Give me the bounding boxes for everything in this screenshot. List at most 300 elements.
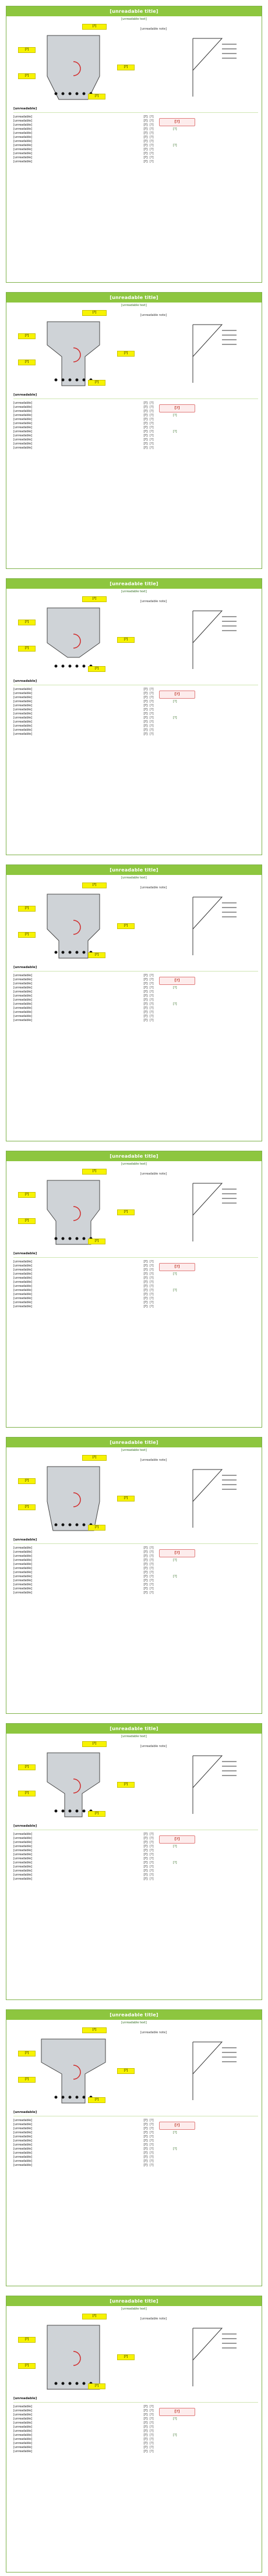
input-cell[interactable]: [?] bbox=[82, 2314, 107, 2319]
cross-section-diagram bbox=[18, 596, 251, 675]
calc-label: [unreadable] bbox=[13, 1869, 33, 1873]
input-cell[interactable]: [?] bbox=[117, 351, 135, 357]
calc-row bbox=[13, 1856, 258, 1860]
calc-label: [unreadable] bbox=[13, 421, 33, 425]
calc-label: [unreadable] bbox=[13, 2449, 33, 2453]
stress-diagram bbox=[181, 1753, 251, 1817]
calc-row bbox=[13, 2163, 258, 2167]
calc-unit: [?] bbox=[150, 2147, 154, 2151]
stress-lines bbox=[181, 1467, 251, 1531]
calc-row bbox=[13, 1300, 258, 1304]
calc-label: [unreadable] bbox=[13, 1550, 33, 1554]
status-button[interactable]: [?] bbox=[159, 118, 195, 126]
rebar-dot bbox=[83, 1524, 86, 1527]
cross-section-diagram bbox=[18, 1169, 251, 1247]
calc-value: [?] bbox=[143, 2425, 147, 2429]
calc-row bbox=[13, 724, 258, 728]
section-outline bbox=[47, 894, 100, 958]
calc-value: [?] bbox=[143, 2143, 147, 2147]
calc-unit: [?] bbox=[150, 2118, 154, 2122]
calc-value: [?] bbox=[143, 711, 147, 716]
calc-row bbox=[13, 421, 258, 425]
rebar-dot bbox=[83, 1810, 86, 1813]
status-button[interactable]: [?] bbox=[159, 404, 195, 412]
calc-row bbox=[13, 2155, 258, 2159]
calc-value: [?] bbox=[143, 1550, 147, 1554]
calc-value: [?] bbox=[143, 2163, 147, 2167]
rebar-dot bbox=[76, 2382, 79, 2385]
input-cell[interactable]: [?] bbox=[82, 883, 107, 888]
calc-comment: [?] bbox=[173, 1272, 177, 1276]
calc-value: [?] bbox=[143, 1840, 147, 1844]
calc-row bbox=[13, 2122, 258, 2126]
calc-value: [?] bbox=[143, 998, 147, 1002]
calc-comment: [?] bbox=[173, 1844, 177, 1848]
sheet-note: [unreadable note] bbox=[140, 2317, 167, 2321]
input-cell[interactable]: [?] bbox=[88, 1525, 105, 1531]
sheet-header: [unreadable title] bbox=[6, 1724, 262, 1734]
rebar-dot bbox=[76, 665, 79, 668]
calc-row bbox=[13, 981, 258, 985]
cross-section-diagram bbox=[18, 2027, 251, 2106]
input-cell[interactable]: [?] bbox=[18, 646, 36, 652]
calc-unit: [?] bbox=[150, 135, 154, 139]
calc-unit: [?] bbox=[150, 994, 154, 998]
calc-unit: [?] bbox=[150, 703, 154, 707]
status-button[interactable]: [?] bbox=[159, 1549, 195, 1557]
rebar-dot bbox=[76, 2096, 79, 2099]
calc-row bbox=[13, 728, 258, 732]
calc-unit: [?] bbox=[150, 155, 154, 159]
calc-row bbox=[13, 1578, 258, 1582]
calc-row bbox=[13, 1836, 258, 1840]
calc-label: [unreadable] bbox=[13, 401, 33, 405]
stress-profile bbox=[193, 1183, 222, 1241]
rebar-dot bbox=[76, 92, 79, 95]
input-cell[interactable]: [?] bbox=[18, 47, 36, 53]
calc-label: [unreadable] bbox=[13, 139, 33, 143]
calc-row bbox=[13, 1869, 258, 1873]
rebar-dot bbox=[69, 951, 72, 954]
calc-value: [?] bbox=[143, 413, 147, 417]
rebar-dot bbox=[55, 1237, 58, 1240]
input-cell[interactable]: [?] bbox=[117, 1209, 135, 1215]
calc-label: [unreadable] bbox=[13, 998, 33, 1002]
calc-comment: [?] bbox=[173, 143, 177, 147]
stress-profile bbox=[193, 897, 222, 955]
input-cell[interactable]: [?] bbox=[18, 360, 36, 365]
calc-unit: [?] bbox=[150, 1554, 154, 1558]
calc-comment: [?] bbox=[173, 2433, 177, 2437]
calc-row bbox=[13, 1848, 258, 1852]
calc-row bbox=[13, 2425, 258, 2429]
calc-unit: [?] bbox=[150, 985, 154, 990]
calc-value: [?] bbox=[143, 2408, 147, 2413]
stress-lines bbox=[181, 608, 251, 672]
input-cell[interactable]: [?] bbox=[88, 1239, 105, 1244]
input-cell[interactable]: [?] bbox=[88, 2383, 105, 2389]
calc-unit: [?] bbox=[150, 421, 154, 425]
calc-value: [?] bbox=[143, 1578, 147, 1582]
sheet-header: [unreadable title] bbox=[6, 2010, 262, 2020]
calc-value: [?] bbox=[143, 1006, 147, 1010]
input-cell[interactable]: [?] bbox=[88, 666, 105, 672]
input-cell[interactable]: [?] bbox=[18, 1504, 36, 1510]
calc-unit: [?] bbox=[150, 1578, 154, 1582]
input-cell[interactable]: [?] bbox=[82, 310, 107, 316]
calc-row bbox=[13, 691, 258, 695]
calc-row bbox=[13, 131, 258, 135]
calc-row bbox=[13, 119, 258, 123]
calc-value: [?] bbox=[143, 1296, 147, 1300]
calc-row bbox=[13, 707, 258, 711]
input-cell[interactable]: [?] bbox=[18, 73, 36, 79]
calc-value: [?] bbox=[143, 442, 147, 446]
calc-label: [unreadable] bbox=[13, 409, 33, 413]
calc-value: [?] bbox=[143, 994, 147, 998]
calc-value: [?] bbox=[143, 1856, 147, 1860]
calc-label: [unreadable] bbox=[13, 1877, 33, 1881]
calc-comment: [?] bbox=[173, 1574, 177, 1578]
calc-label: [unreadable] bbox=[13, 973, 33, 977]
calc-value: [?] bbox=[143, 2118, 147, 2122]
calc-row bbox=[13, 1018, 258, 1022]
calc-label: [unreadable] bbox=[13, 143, 33, 147]
calc-unit: [?] bbox=[150, 139, 154, 143]
calc-row bbox=[13, 2449, 258, 2453]
input-cell[interactable]: [?] bbox=[117, 1496, 135, 1502]
calc-unit: [?] bbox=[150, 2404, 154, 2408]
calc-unit: [?] bbox=[150, 1272, 154, 1276]
calc-unit: [?] bbox=[150, 437, 154, 442]
input-cell[interactable]: [?] bbox=[117, 2354, 135, 2360]
input-cell[interactable]: [?] bbox=[18, 1791, 36, 1796]
calc-comment: [?] bbox=[173, 1558, 177, 1562]
input-cell[interactable]: [?] bbox=[88, 2097, 105, 2103]
calc-value: [?] bbox=[143, 119, 147, 123]
calc-row bbox=[13, 998, 258, 1002]
calc-label: [unreadable] bbox=[13, 1300, 33, 1304]
rebar-dot bbox=[76, 951, 79, 954]
calc-value: [?] bbox=[143, 127, 147, 131]
calc-row bbox=[13, 446, 258, 450]
calc-label: [unreadable] bbox=[13, 2417, 33, 2421]
status-button[interactable]: [?] bbox=[159, 2408, 195, 2416]
section-outline bbox=[47, 1753, 100, 1817]
calc-label: [unreadable] bbox=[13, 123, 33, 127]
stress-profile bbox=[193, 325, 222, 383]
calculation-block bbox=[13, 2395, 258, 2570]
cross-section-diagram bbox=[18, 310, 251, 389]
calc-value: [?] bbox=[143, 2126, 147, 2130]
calc-label: [unreadable] bbox=[13, 2433, 33, 2437]
calc-value: [?] bbox=[143, 699, 147, 703]
calc-value: [?] bbox=[143, 977, 147, 981]
calc-label: [unreadable] bbox=[13, 1276, 33, 1280]
section-outline bbox=[47, 2325, 100, 2389]
cross-section-diagram bbox=[18, 24, 251, 102]
rebar-dot bbox=[83, 92, 86, 95]
calc-value: [?] bbox=[143, 1018, 147, 1022]
divider bbox=[13, 1543, 258, 1544]
calc-label: [unreadable] bbox=[13, 417, 33, 421]
calc-unit: [?] bbox=[150, 401, 154, 405]
input-cell[interactable]: [?] bbox=[82, 596, 107, 602]
input-cell[interactable]: [?] bbox=[82, 2027, 107, 2033]
calc-row bbox=[13, 127, 258, 131]
input-cell[interactable]: [?] bbox=[18, 2363, 36, 2369]
design-sheet bbox=[6, 2009, 262, 2286]
input-cell[interactable]: [?] bbox=[18, 2337, 36, 2343]
calc-unit: [?] bbox=[150, 1288, 154, 1292]
calc-value: [?] bbox=[143, 1300, 147, 1304]
calc-label: [unreadable] bbox=[13, 724, 33, 728]
calc-unit: [?] bbox=[150, 119, 154, 123]
input-cell[interactable]: [?] bbox=[88, 380, 105, 386]
input-cell[interactable]: [?] bbox=[82, 1741, 107, 1747]
input-cell[interactable]: [?] bbox=[18, 906, 36, 912]
input-cell[interactable]: [?] bbox=[117, 2068, 135, 2074]
calc-label: [unreadable] bbox=[13, 1873, 33, 1877]
calc-value: [?] bbox=[143, 1562, 147, 1566]
calc-value: [?] bbox=[143, 1586, 147, 1591]
calc-unit: [?] bbox=[150, 1010, 154, 1014]
stress-profile bbox=[193, 1756, 222, 1814]
calc-label: [unreadable] bbox=[13, 127, 33, 131]
calc-unit: [?] bbox=[150, 728, 154, 732]
calc-unit: [?] bbox=[150, 159, 154, 163]
calc-row bbox=[13, 417, 258, 421]
calc-value: [?] bbox=[143, 728, 147, 732]
calc-label: [unreadable] bbox=[13, 1832, 33, 1836]
calc-label: [unreadable] bbox=[13, 2404, 33, 2408]
calc-row bbox=[13, 977, 258, 981]
calc-label: [unreadable] bbox=[13, 1860, 33, 1865]
calculation-block bbox=[13, 105, 258, 280]
calc-row bbox=[13, 1586, 258, 1591]
calc-unit: [?] bbox=[150, 1844, 154, 1848]
status-button[interactable]: [?] bbox=[159, 1835, 195, 1844]
calc-label: [unreadable] bbox=[13, 1591, 33, 1595]
calc-unit: [?] bbox=[150, 2437, 154, 2441]
sheet-subheader: [unreadable text] bbox=[121, 17, 147, 21]
calc-value: [?] bbox=[143, 1002, 147, 1006]
calc-label: [unreadable] bbox=[13, 981, 33, 985]
design-sheet bbox=[6, 864, 262, 1141]
status-button[interactable]: [?] bbox=[159, 691, 195, 699]
rebar-dot bbox=[83, 2382, 86, 2385]
input-cell[interactable]: [?] bbox=[88, 94, 105, 99]
sheet-header: [unreadable title] bbox=[6, 293, 262, 303]
rebar-dot bbox=[83, 1237, 86, 1240]
calc-row bbox=[13, 442, 258, 446]
rebar-dot bbox=[76, 1810, 79, 1813]
input-cell[interactable]: [?] bbox=[117, 65, 135, 70]
calc-row bbox=[13, 151, 258, 155]
calc-label: [unreadable] bbox=[13, 2445, 33, 2449]
calc-unit: [?] bbox=[150, 1002, 154, 1006]
calc-label: [unreadable] bbox=[13, 2126, 33, 2130]
calc-label: [unreadable] bbox=[13, 1865, 33, 1869]
calc-value: [?] bbox=[143, 1264, 147, 1268]
calc-label: [unreadable] bbox=[13, 1304, 33, 1308]
calc-row bbox=[13, 2408, 258, 2413]
stress-lines bbox=[181, 2039, 251, 2103]
calc-comment: [?] bbox=[173, 2417, 177, 2421]
calc-unit: [?] bbox=[150, 1264, 154, 1268]
calc-unit: [?] bbox=[150, 1546, 154, 1550]
calc-row bbox=[13, 1292, 258, 1296]
input-cell[interactable]: [?] bbox=[88, 952, 105, 958]
input-cell[interactable]: [?] bbox=[117, 1782, 135, 1788]
calc-value: [?] bbox=[143, 1304, 147, 1308]
calculation-block bbox=[13, 2109, 258, 2283]
calc-unit: [?] bbox=[150, 1865, 154, 1869]
calc-label: [unreadable] bbox=[13, 119, 33, 123]
calc-row bbox=[13, 1304, 258, 1308]
calc-value: [?] bbox=[143, 2417, 147, 2421]
stress-diagram bbox=[181, 894, 251, 958]
calc-label: [unreadable] bbox=[13, 155, 33, 159]
calc-unit: [?] bbox=[150, 433, 154, 437]
calc-row bbox=[13, 425, 258, 429]
input-cell[interactable]: [?] bbox=[18, 2051, 36, 2056]
calc-label: [unreadable] bbox=[13, 1018, 33, 1022]
sheet-note: [unreadable note] bbox=[140, 1458, 167, 1462]
rebar-dot bbox=[55, 665, 58, 668]
sheet-note: [unreadable note] bbox=[140, 600, 167, 603]
calc-comment: [?] bbox=[173, 2130, 177, 2134]
calc-label: [unreadable] bbox=[13, 1002, 33, 1006]
calc-label: [unreadable] bbox=[13, 429, 33, 433]
calc-label: [unreadable] bbox=[13, 1848, 33, 1852]
input-cell[interactable]: [?] bbox=[82, 24, 107, 30]
rebar-dot bbox=[55, 379, 58, 382]
input-cell[interactable]: [?] bbox=[82, 1169, 107, 1175]
calc-unit: [?] bbox=[150, 2143, 154, 2147]
calc-label: [unreadable] bbox=[13, 2118, 33, 2122]
calc-unit: [?] bbox=[150, 1877, 154, 1881]
calc-label: [unreadable] bbox=[13, 691, 33, 695]
calc-unit: [?] bbox=[150, 1268, 154, 1272]
calculation-block bbox=[13, 678, 258, 852]
input-cell[interactable]: [?] bbox=[18, 1764, 36, 1770]
input-cell[interactable]: [?] bbox=[18, 1192, 36, 1198]
status-button[interactable]: [?] bbox=[159, 1263, 195, 1271]
section-outline bbox=[47, 608, 100, 657]
calculation-block bbox=[13, 1250, 258, 1425]
calc-row bbox=[13, 2445, 258, 2449]
calc-label: [unreadable] bbox=[13, 977, 33, 981]
calc-value: [?] bbox=[143, 985, 147, 990]
rebar-dot bbox=[69, 379, 72, 382]
calc-value: [?] bbox=[143, 1852, 147, 1856]
calc-row bbox=[13, 711, 258, 716]
calc-value: [?] bbox=[143, 1014, 147, 1018]
calculation-block bbox=[13, 964, 258, 1138]
sheet-header: [unreadable title] bbox=[6, 6, 262, 16]
calc-unit: [?] bbox=[150, 1860, 154, 1865]
calc-row bbox=[13, 1860, 258, 1865]
calc-row bbox=[13, 2421, 258, 2425]
calc-unit: [?] bbox=[150, 1574, 154, 1578]
status-button[interactable]: [?] bbox=[159, 2122, 195, 2130]
calc-unit: [?] bbox=[150, 2429, 154, 2433]
calc-unit: [?] bbox=[150, 1570, 154, 1574]
sheet-header: [unreadable title] bbox=[6, 2296, 262, 2306]
calc-label: [unreadable] bbox=[13, 699, 33, 703]
calc-label: [unreadable] bbox=[13, 2147, 33, 2151]
calc-unit: [?] bbox=[150, 2151, 154, 2155]
input-cell[interactable]: [?] bbox=[18, 2077, 36, 2083]
calc-value: [?] bbox=[143, 437, 147, 442]
calc-row bbox=[13, 1264, 258, 1268]
calc-label: [unreadable] bbox=[13, 1259, 33, 1264]
calc-unit: [?] bbox=[150, 695, 154, 699]
rebar-dot bbox=[62, 1524, 65, 1527]
input-cell[interactable]: [?] bbox=[82, 1455, 107, 1461]
calc-row bbox=[13, 699, 258, 703]
calc-unit: [?] bbox=[150, 429, 154, 433]
calc-unit: [?] bbox=[150, 2433, 154, 2437]
calc-row bbox=[13, 2118, 258, 2122]
input-cell[interactable]: [?] bbox=[18, 620, 36, 625]
calc-row bbox=[13, 2130, 258, 2134]
stress-profile bbox=[193, 2328, 222, 2386]
sheet-note: [unreadable note] bbox=[140, 314, 167, 317]
calc-row bbox=[13, 1550, 258, 1554]
input-cell[interactable]: [?] bbox=[18, 1218, 36, 1224]
calc-label: [unreadable] bbox=[13, 1844, 33, 1848]
calc-value: [?] bbox=[143, 2147, 147, 2151]
calc-row bbox=[13, 2139, 258, 2143]
calc-label: [unreadable] bbox=[13, 985, 33, 990]
input-cell[interactable]: [?] bbox=[18, 333, 36, 339]
input-cell[interactable]: [?] bbox=[18, 1478, 36, 1484]
calc-row bbox=[13, 716, 258, 720]
calc-label: [unreadable] bbox=[13, 1268, 33, 1272]
calc-row bbox=[13, 115, 258, 119]
section-outline bbox=[47, 1180, 100, 1244]
input-cell[interactable]: [?] bbox=[117, 923, 135, 929]
calc-row bbox=[13, 1877, 258, 1881]
calc-value: [?] bbox=[143, 703, 147, 707]
calc-value: [?] bbox=[143, 1010, 147, 1014]
input-cell[interactable]: [?] bbox=[18, 932, 36, 938]
calc-row bbox=[13, 1832, 258, 1836]
calc-row bbox=[13, 1296, 258, 1300]
calc-unit: [?] bbox=[150, 1566, 154, 1570]
input-cell[interactable]: [?] bbox=[117, 637, 135, 643]
calc-unit: [?] bbox=[150, 405, 154, 409]
calc-value: [?] bbox=[143, 131, 147, 135]
calc-unit: [?] bbox=[150, 1852, 154, 1856]
rebar-dot bbox=[69, 92, 72, 95]
calc-label: [unreadable] bbox=[13, 1006, 33, 1010]
calc-row bbox=[13, 2126, 258, 2130]
calc-unit: [?] bbox=[150, 716, 154, 720]
calc-row bbox=[13, 1268, 258, 1272]
calc-unit: [?] bbox=[150, 711, 154, 716]
calc-unit: [?] bbox=[150, 981, 154, 985]
calc-value: [?] bbox=[143, 707, 147, 711]
calc-value: [?] bbox=[143, 1869, 147, 1873]
rebar-dot bbox=[76, 379, 79, 382]
calc-row bbox=[13, 1558, 258, 1562]
input-cell[interactable]: [?] bbox=[88, 1811, 105, 1817]
status-button[interactable]: [?] bbox=[159, 977, 195, 985]
calc-label: [unreadable] bbox=[13, 1014, 33, 1018]
